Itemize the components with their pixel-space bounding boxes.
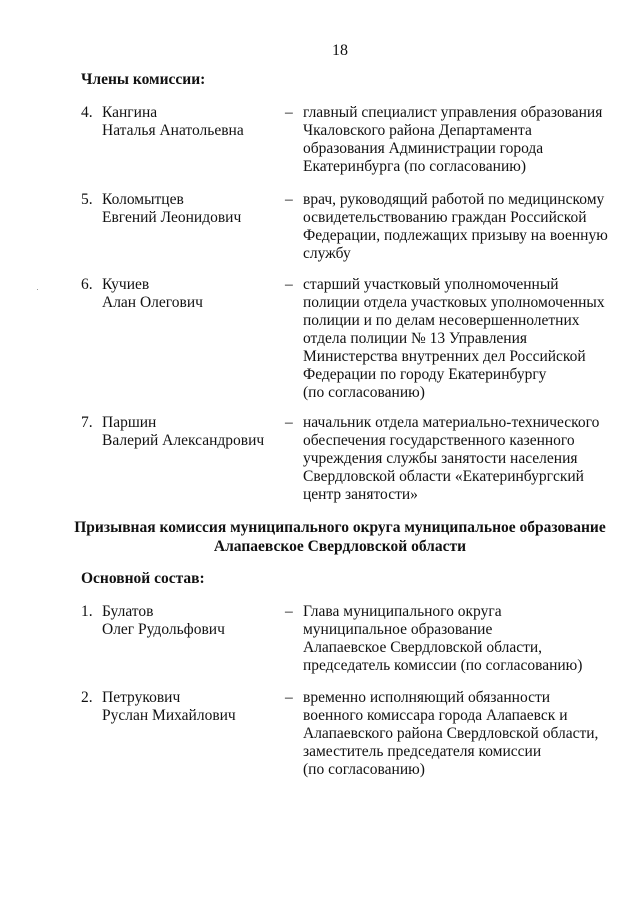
main-composition-heading: Основной состав: <box>81 570 205 587</box>
role-line: учреждения службы занятости населения <box>303 450 578 467</box>
member-role <box>303 104 623 176</box>
role-line: Алапаевского района Свердловской области, <box>303 725 599 742</box>
role-line: центр занятости» <box>303 486 418 503</box>
member-role <box>303 276 623 402</box>
member-name <box>102 191 282 227</box>
commission-title-line: Призывная комиссия муниципального округа муниципальное образование <box>74 519 606 536</box>
members-heading: Члены комиссии: <box>81 71 206 88</box>
member-given-names: Олег Рудольфович <box>102 621 225 638</box>
member-given-names: Евгений Леонидович <box>102 209 242 226</box>
commission-title-line: Алапаевское Свердловской области <box>213 538 467 555</box>
member-name <box>102 104 282 140</box>
member-name <box>102 603 282 639</box>
role-line: полиции и по делам несовершеннолетних <box>303 312 580 329</box>
role-line: заместитель председателя комиссии <box>303 743 542 760</box>
role-line: старший участковый уполномоченный <box>303 276 559 293</box>
role-line: Министерства внутренних дел Российской <box>303 348 586 365</box>
dash-separator: – <box>285 104 293 121</box>
role-line: Федерации по городу Екатеринбургу <box>303 366 547 383</box>
member-name <box>102 276 282 312</box>
entry-number: 6. <box>81 276 93 293</box>
entry-number: 2. <box>81 689 93 706</box>
member-given-names: Алан Олегович <box>102 294 203 311</box>
role-line: председатель комиссии (по согласованию) <box>303 657 583 674</box>
entry-number: 5. <box>81 191 93 208</box>
dash-separator: – <box>285 603 293 620</box>
member-name <box>102 689 282 725</box>
role-line: военного комиссара города Алапаевск и <box>303 707 568 724</box>
role-line: Глава муниципального округа <box>303 603 502 620</box>
commission-title <box>70 518 610 556</box>
member-role <box>303 414 623 504</box>
role-line: (по согласованию) <box>303 761 425 778</box>
role-line: образования Администрации города <box>303 140 544 157</box>
role-line: врач, руководящий работой по медицинскому <box>303 191 605 208</box>
role-line: Екатеринбурга (по согласованию) <box>303 158 526 175</box>
member-given-names: Валерий Александрович <box>102 432 265 449</box>
member-name <box>102 414 282 450</box>
member-role <box>303 689 623 779</box>
member-role <box>303 191 623 263</box>
scan-artifact <box>37 289 38 290</box>
dash-separator: – <box>285 276 293 293</box>
role-line: Алапаевское Свердловской области, <box>303 639 543 656</box>
role-line: отдела полиции № 13 Управления <box>303 330 528 347</box>
role-line: (по согласованию) <box>303 384 425 401</box>
member-given-names: Наталья Анатольевна <box>102 122 244 139</box>
member-surname: Кучиев <box>102 276 150 293</box>
member-surname: Паршин <box>102 414 157 431</box>
role-line: временно исполняющий обязанности <box>303 689 551 706</box>
entry-number: 1. <box>81 603 93 620</box>
member-role <box>303 603 623 675</box>
role-line: муниципальное образование <box>303 621 493 638</box>
entry-number: 7. <box>81 414 93 431</box>
role-line: освидетельствованию граждан Российской <box>303 209 587 226</box>
member-surname: Петрукович <box>102 689 181 706</box>
role-line: службу <box>303 245 351 262</box>
role-line: Федерации, подлежащих призыву на военную <box>303 227 608 244</box>
role-line: главный специалист управления образования <box>303 104 603 121</box>
member-surname: Кангина <box>102 104 158 121</box>
role-line: обеспечения государственного казенного <box>303 432 575 449</box>
role-line: Чкаловского района Департамента <box>303 122 532 139</box>
page-number: 18 <box>332 42 348 59</box>
dash-separator: – <box>285 191 293 208</box>
member-given-names: Руслан Михайлович <box>102 707 236 724</box>
role-line: начальник отдела материально-технического <box>303 414 600 431</box>
member-surname: Булатов <box>102 603 154 620</box>
role-line: полиции отдела участковых уполномоченных <box>303 294 605 311</box>
dash-separator: – <box>285 689 293 706</box>
member-surname: Коломытцев <box>102 191 184 208</box>
role-line: Свердловской области «Екатеринбургский <box>303 468 584 485</box>
dash-separator: – <box>285 414 293 431</box>
entry-number: 4. <box>81 104 93 121</box>
